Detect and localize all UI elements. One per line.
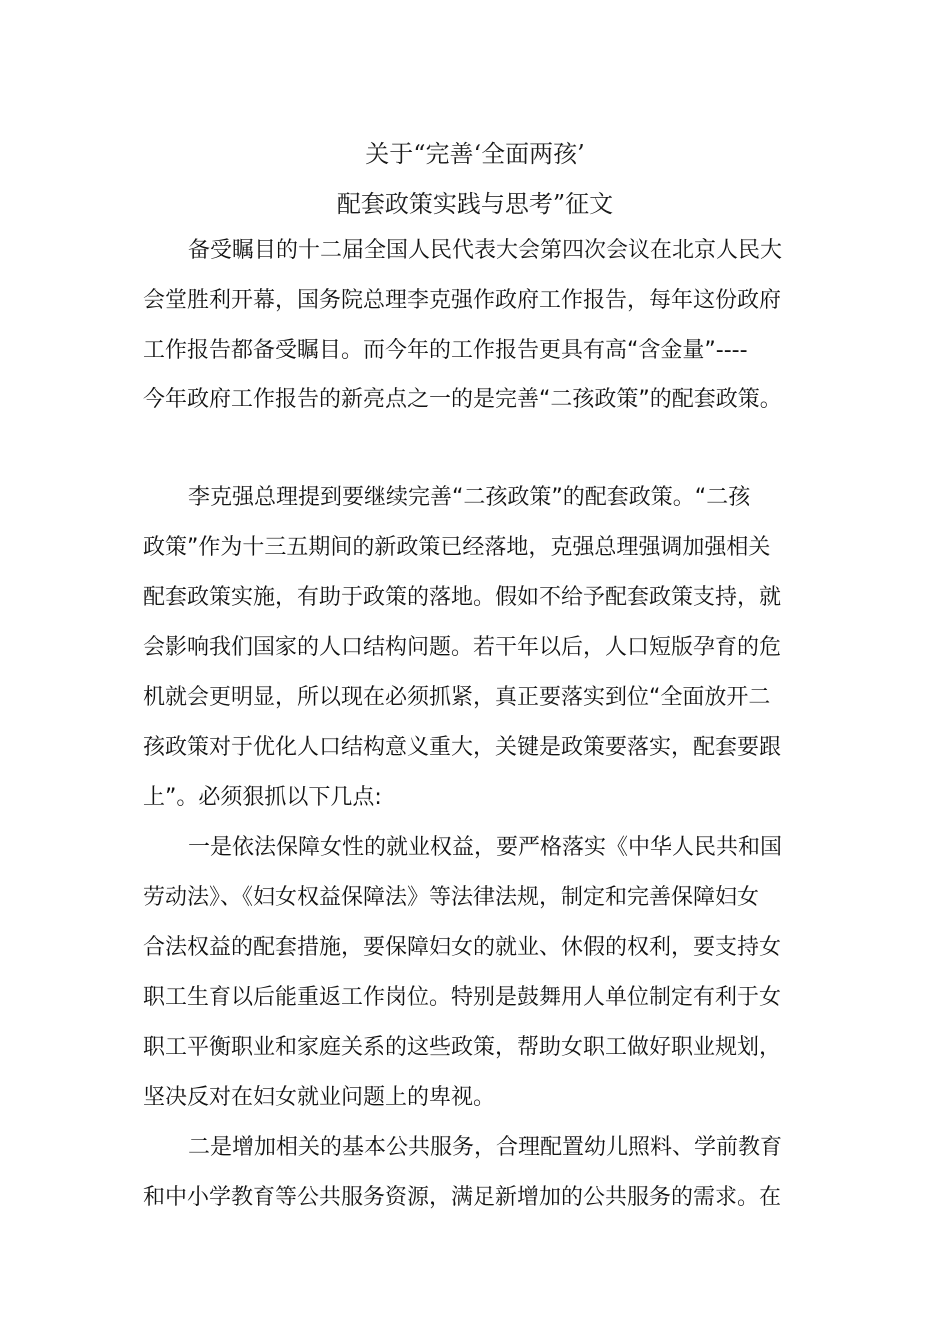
paragraph-2-line-3: 配套政策实施，有助于政策的落地。假如不给予配套政策支持，就 bbox=[143, 585, 782, 610]
paragraph-2-line-2: 政策”作为十三五期间的新政策已经落地，克强总理强调加强相关 bbox=[143, 535, 771, 560]
paragraph-4-line-2: 和中小学教育等公共服务资源，满足新增加的公共服务的需求。在 bbox=[143, 1185, 782, 1210]
title-line-1: 关于“完善‘全面两孩’ bbox=[365, 140, 585, 168]
paragraph-1-line-1: 备受瞩目的十二届全国人民代表大会第四次会议在北京人民大 bbox=[188, 238, 783, 263]
paragraph-3-line-1: 一是依法保障女性的就业权益，要严格落实《中华人民共和国 bbox=[188, 835, 783, 860]
paragraph-2-line-1: 李克强总理提到要继续完善“二孩政策”的配套政策。“二孩 bbox=[188, 485, 751, 510]
paragraph-1-line-2: 会堂胜利开幕，国务院总理李克强作政府工作报告，每年这份政府 bbox=[143, 288, 782, 313]
title-line-2: 配套政策实践与思考”征文 bbox=[336, 190, 614, 218]
paragraph-2-line-6: 孩政策对于优化人口结构意义重大，关键是政策要落实，配套要跟 bbox=[143, 735, 782, 760]
paragraph-1-line-3: 工作报告都备受瞩目。而今年的工作报告更具有高“含金量”---- bbox=[143, 338, 748, 363]
paragraph-3-line-6: 坚决反对在妇女就业问题上的卑视。 bbox=[143, 1085, 496, 1110]
paragraph-2-line-4: 会影响我们国家的人口结构问题。若干年以后，人口短版孕育的危 bbox=[143, 635, 782, 660]
paragraph-3-line-3: 合法权益的配套措施，要保障妇女的就业、休假的权利，要支持女 bbox=[143, 935, 782, 960]
paragraph-2-line-5: 机就会更明显，所以现在必须抓紧，真正要落实到位“全面放开二 bbox=[143, 685, 771, 710]
paragraph-3-line-2: 劳动法》、《妇女权益保障法》等法律法规，制定和完善保障妇女 bbox=[143, 885, 760, 910]
paragraph-3-line-4: 职工生育以后能重返工作岗位。特别是鼓舞用人单位制定有利于女 bbox=[143, 985, 782, 1010]
paragraph-1-line-4: 今年政府工作报告的新亮点之一的是完善“二孩政策”的配套政策。 bbox=[143, 387, 782, 412]
paragraph-3-line-5: 职工平衡职业和家庭关系的这些政策，帮助女职工做好职业规划， bbox=[143, 1035, 782, 1060]
paragraph-4-line-1: 二是增加相关的基本公共服务，合理配置幼儿照料、学前教育 bbox=[188, 1135, 783, 1160]
paragraph-2-line-7: 上”。必须狠抓以下几点: bbox=[143, 785, 382, 810]
